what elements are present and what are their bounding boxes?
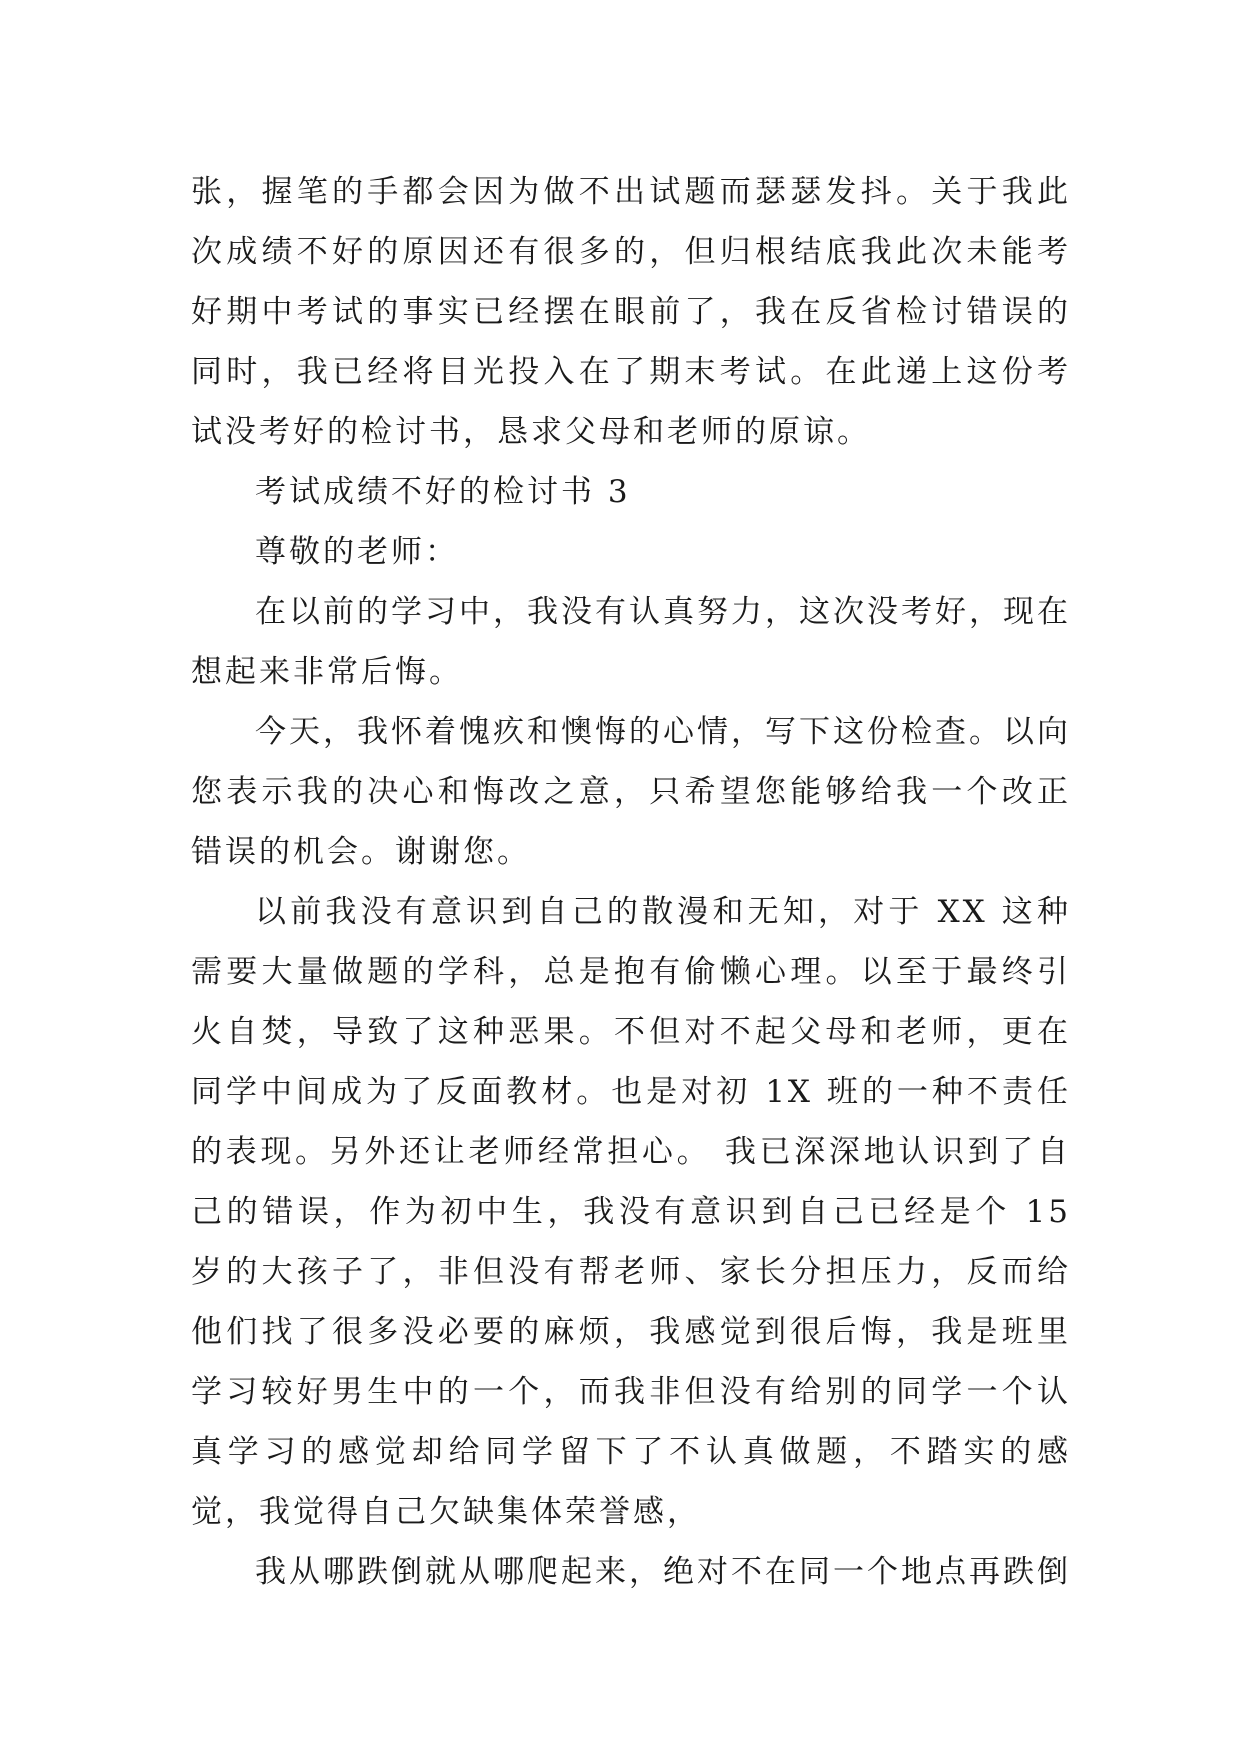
paragraph: 我从哪跌倒就从哪爬起来，绝对不在同一个地点再跌倒 [255, 1554, 1071, 1590]
document-body [191, 162, 1071, 1602]
section-title: 考试成绩不好的检讨书 3 [255, 474, 631, 510]
paragraph: 今天，我怀着愧疚和懊悔的心情，写下这份检查。以向您表示我的决心和悔改之意，只希望您能够给我一个改正错误的机会。谢谢您。 [191, 714, 1071, 870]
paragraph-continuation: 张，握笔的手都会因为做不出试题而瑟瑟发抖。关于我此次成绩不好的原因还有很多的，但归根结底我此次未能考好期中考试的事实已经摆在眼前了，我在反省检讨错误的同时，我已经将目光投入在了期末考试。在此递上这份考试没考好的检讨书，恳求父母和老师的原谅。 [191, 174, 1071, 450]
paragraph: 以前我没有意识到自己的散漫和无知，对于 XX 这种需要大量做题的学科，总是抱有偷懒心理。以至于最终引火自焚，导致了这种恶果。不但对不起父母和老师，更在同学中间成为了反面教材。也是对初 1X 班的一种不责任的表现。另外还让老师经常担心。 我已深深地认识到了自己的错误，作为初中生，我没有意识到自己已经是个 15 岁的大孩子了，非但没有帮老师、家长分担压力，反而给他们找了很多没必要的麻烦，我感觉到很后悔，我是班里学习较好男生中的一个，而我非但没有给别的同学一个认真学习的感觉却给同学留下了不认真做题，不踏实的感觉，我觉得自己欠缺集体荣誉感， [191, 894, 1071, 1530]
paragraph: 在以前的学习中，我没有认真努力，这次没考好，现在想起来非常后悔。 [191, 594, 1071, 690]
salutation: 尊敬的老师： [255, 534, 459, 570]
